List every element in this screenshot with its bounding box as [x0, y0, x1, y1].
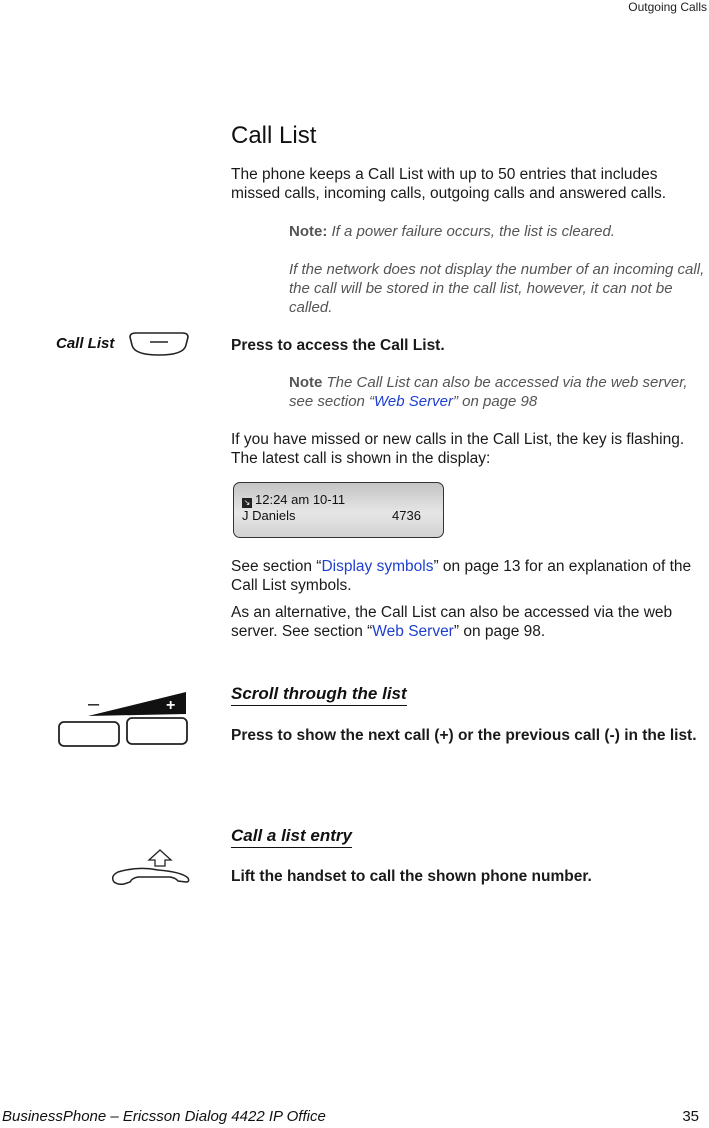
phone-display	[233, 482, 444, 538]
display-symbols-paragraph	[231, 557, 706, 595]
display-time: 12:24 am 10-11	[255, 492, 346, 507]
display-symbols-link[interactable]: Display symbols	[321, 558, 434, 575]
missed-call-icon: ↘	[243, 498, 251, 507]
web-server-link[interactable]: Web Server	[372, 623, 454, 640]
display-caller-number: 4736	[392, 508, 421, 523]
scroll-heading: Scroll through the list	[231, 684, 407, 706]
page-title: Call List	[231, 122, 317, 149]
call-entry-instruction: Lift the handset to call the shown phone number.	[231, 868, 592, 885]
note3-text: The Call List can also be accessed via the web server, see section “	[289, 374, 688, 410]
see-text: See section “	[231, 558, 322, 575]
see-text-post: ” on page 13 for an explanation of the Call List symbols.	[231, 558, 692, 594]
flash-paragraph: If you have missed or new calls in the Call List, the key is flashing. The latest call is shown in the display:	[231, 431, 685, 467]
alt-text-post: ” on page 98.	[453, 623, 546, 640]
note3-label: Note	[289, 374, 323, 391]
volume-scroll-keys-icon[interactable]	[56, 688, 191, 750]
note-label: Note:	[289, 223, 328, 240]
page-number: 35	[682, 1108, 699, 1125]
display-caller-name: J Daniels	[242, 508, 296, 523]
plus-label: +	[166, 697, 176, 714]
alternative-paragraph	[231, 603, 706, 641]
scroll-instruction: Press to show the next call (+) or the previous call (-) in the list.	[231, 727, 697, 744]
minus-label: –	[88, 693, 100, 715]
intro-paragraph: The phone keeps a Call List with up to 50 entries that includes missed calls, incoming calls, outgoing calls and answered calls.	[231, 166, 667, 202]
call-list-key-icon[interactable]	[128, 331, 190, 357]
display-line-1	[242, 492, 345, 508]
footer-doc-title: BusinessPhone – Ericsson Dialog 4422 IP Office	[2, 1108, 326, 1125]
press-instruction: Press to access the Call List.	[231, 337, 445, 354]
note3-text-post: ” on page 98	[452, 393, 538, 410]
note-power-failure	[289, 222, 707, 241]
note-text: If a power failure occurs, the list is cleared.	[327, 223, 615, 240]
call-list-key-label: Call List	[56, 335, 115, 352]
web-server-link-note[interactable]: Web Server	[374, 393, 453, 410]
alt-text: As an alternative, the Call List can also be accessed via the web server. See section “	[231, 604, 673, 640]
note-web-server	[289, 373, 707, 411]
note-network: If the network does not display the number of an incoming call, the call will be stored in the call list, however, it can not be called.	[289, 261, 705, 316]
handset-lift-icon	[108, 848, 192, 888]
running-header: Outgoing Calls	[628, 0, 707, 14]
call-entry-heading: Call a list entry	[231, 826, 352, 848]
